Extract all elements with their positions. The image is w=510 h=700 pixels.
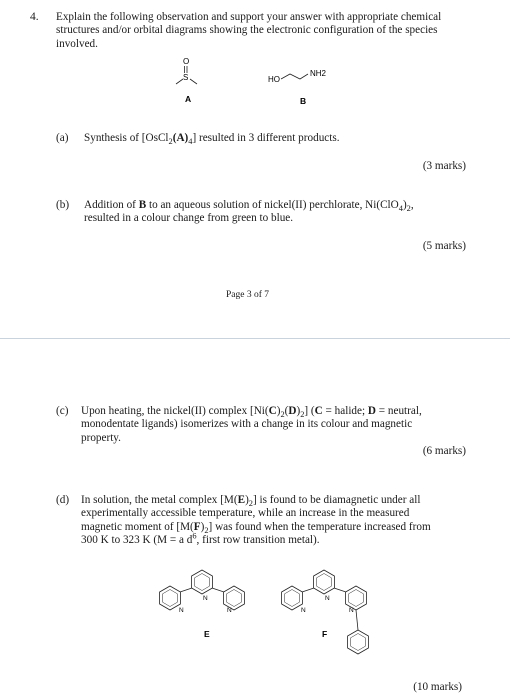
page-number: Page 3 of 7 bbox=[226, 290, 270, 300]
part-b-text: Addition of B to an aqueous solution of nickel(II) perchlorate, $Ni(ClO_4)_2$, resulted in a colour change from green to blue. bbox=[84, 199, 414, 225]
molecule-f-structure bbox=[282, 570, 369, 654]
part-c-marks: (6 marks) bbox=[422, 445, 466, 457]
molecule-f-label: F bbox=[322, 629, 328, 639]
part-d-label: (d) bbox=[56, 494, 70, 506]
molecule-a-structure bbox=[176, 57, 197, 84]
atom-o: O bbox=[183, 57, 190, 66]
molecule-b-label: B bbox=[300, 96, 307, 106]
part-d-text: In solution, the metal complex $[M(E)_2]$ is found to be diamagnetic under all experimentally accessible temperature, while an increase in the measured magnetic moment of $[M(F)_2]$ was found when the temperature increased from 300 K to 323 K (M = a $d^6$, first row transition metal). bbox=[81, 494, 431, 547]
part-b-label: (b) bbox=[56, 199, 70, 211]
atom-ho: HO bbox=[268, 75, 280, 84]
part-d-marks: (10 marks) bbox=[413, 681, 462, 693]
question-number: 4. bbox=[30, 11, 39, 23]
molecule-f-n2: N bbox=[325, 595, 330, 602]
molecule-e-n1: N bbox=[179, 607, 184, 614]
part-a-label: (a) bbox=[56, 132, 69, 144]
molecules-e-f bbox=[150, 560, 390, 670]
question-intro: Explain the following observation and support your answer with appropriate chemical structures and/or orbital diagrams showing the electronic configuration of the species involved. bbox=[56, 11, 442, 50]
atom-nh2: NH2 bbox=[310, 69, 327, 78]
part-c-text: Upon heating, the nickel(II) complex $[Ni(C)_2(D)_2] (C$ = halide; D = neutral, monodentate ligands) isomerizes with a change in its colour and magnetic property. bbox=[81, 405, 422, 444]
page-divider bbox=[0, 338, 510, 339]
part-c-label: (c) bbox=[56, 405, 69, 417]
part-a-marks: (3 marks) bbox=[422, 160, 466, 172]
atom-s: S bbox=[183, 73, 189, 82]
molecule-f-n3: N bbox=[349, 607, 354, 614]
molecule-a-label: A bbox=[185, 94, 192, 104]
part-b-marks: (5 marks) bbox=[422, 240, 466, 252]
part-a-text: Synthesis of $[OsCl_2(A)_4]$ resulted in 3 different products. bbox=[84, 132, 340, 147]
molecule-e-n3: N bbox=[227, 607, 232, 614]
molecule-e-structure bbox=[160, 570, 245, 614]
molecules-a-b bbox=[150, 52, 350, 110]
molecule-e-n2: N bbox=[203, 595, 208, 602]
molecule-e-label: E bbox=[204, 629, 210, 639]
molecule-b-structure bbox=[268, 69, 327, 84]
molecule-f-n1: N bbox=[301, 607, 306, 614]
